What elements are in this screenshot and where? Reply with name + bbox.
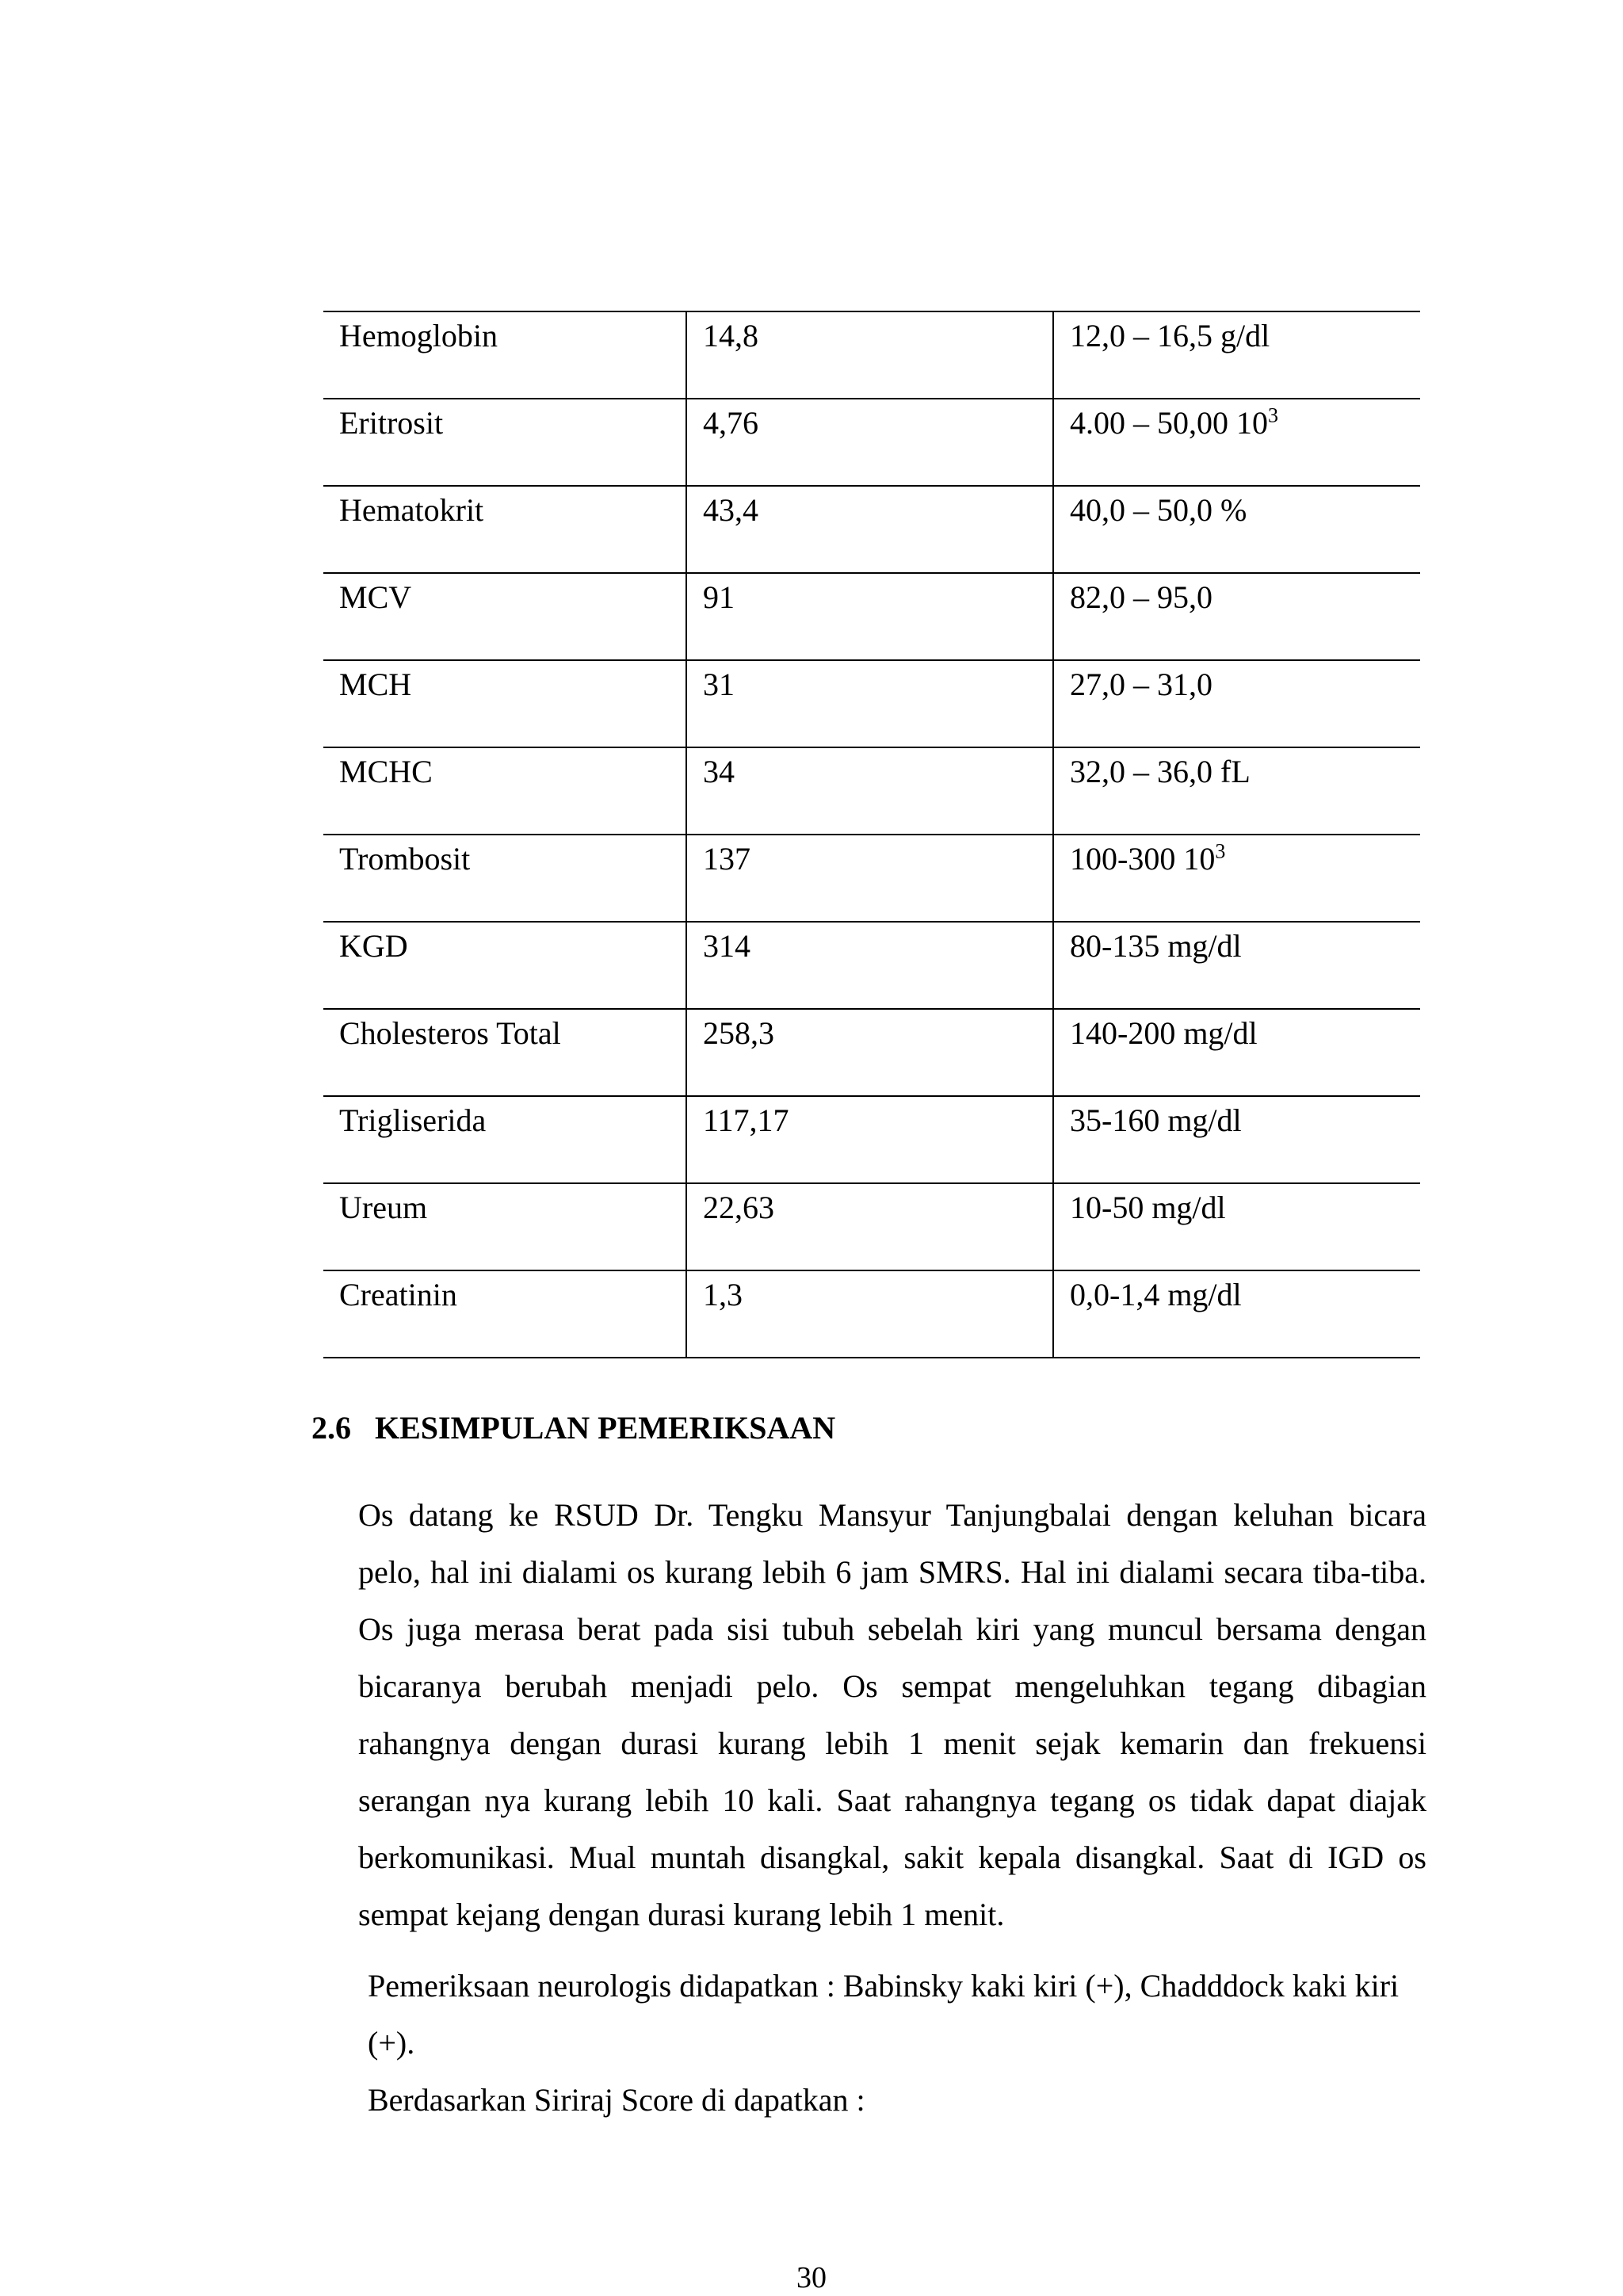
conclusion-paragraph [358, 1487, 1426, 1943]
paragraph-line: pelo, hal ini dialami os kurang lebih 6 jam SMRS. Hal ini dialami secara tiba-tiba. [358, 1554, 1426, 1590]
result-cell: 14,8 [686, 311, 1053, 399]
test-name-cell: Creatinin [323, 1270, 686, 1358]
normal-range-text: 140-200 mg/dl [1070, 1015, 1258, 1051]
paragraph-line: Pemeriksaan neurologis didapatkan : Babinsky kaki kiri (+), Chadddock kaki kiri [368, 1968, 1400, 2004]
test-name-cell: KGD [323, 922, 686, 1009]
table-row [323, 399, 1420, 486]
normal-range-cell [1053, 1270, 1420, 1358]
result-cell: 258,3 [686, 1009, 1053, 1096]
test-name-cell: MCH [323, 660, 686, 747]
lab-results-body [323, 311, 1420, 1358]
normal-range-cell [1053, 922, 1420, 1009]
normal-range-cell [1053, 399, 1420, 486]
result-cell: 4,76 [686, 399, 1053, 486]
siriraj-paragraph: Berdasarkan Siriraj Score di dapatkan : [368, 2082, 865, 2118]
normal-range-cell [1053, 1183, 1420, 1270]
table-row [323, 486, 1420, 573]
result-cell: 34 [686, 747, 1053, 835]
section-number: 2.6 [311, 1410, 351, 1446]
section-title: KESIMPULAN PEMERIKSAAN [375, 1410, 836, 1446]
table-row [323, 1009, 1420, 1096]
paragraph-line: rahangnya dengan durasi kurang lebih 1 menit sejak kemarin dan frekuensi [358, 1725, 1426, 1761]
lab-results-table [323, 311, 1420, 1358]
paragraph-line: berkomunikasi. Mual muntah disangkal, sakit kepala disangkal. Saat di IGD os [358, 1839, 1426, 1875]
result-cell: 1,3 [686, 1270, 1053, 1358]
normal-range-cell [1053, 311, 1420, 399]
page-number: 30 [796, 2261, 827, 2294]
normal-range-cell [1053, 1009, 1420, 1096]
result-cell: 22,63 [686, 1183, 1053, 1270]
result-cell: 91 [686, 573, 1053, 660]
table-row [323, 922, 1420, 1009]
normal-range-text: 0,0-1,4 mg/dl [1070, 1277, 1242, 1312]
test-name-cell: Hematokrit [323, 486, 686, 573]
paragraph-line: Os juga merasa berat pada sisi tubuh sebelah kiri yang muncul bersama dengan [358, 1611, 1426, 1647]
table-row [323, 747, 1420, 835]
normal-range-cell [1053, 486, 1420, 573]
normal-range-cell [1053, 573, 1420, 660]
normal-range-text: 35-160 mg/dl [1070, 1102, 1242, 1138]
normal-range-text: 10-50 mg/dl [1070, 1190, 1226, 1225]
paragraph-line: (+). [368, 2025, 415, 2061]
normal-range-text: 4.00 – 50,00 10 [1070, 405, 1268, 441]
table-row [323, 1270, 1420, 1358]
table-row [323, 573, 1420, 660]
test-name-cell: MCHC [323, 747, 686, 835]
paragraph-line: serangan nya kurang lebih 10 kali. Saat rahangnya tegang os tidak dapat diajak [358, 1782, 1426, 1818]
table-row [323, 835, 1420, 922]
paragraph-line: sempat kejang dengan durasi kurang lebih 1 menit. [358, 1897, 1005, 1932]
result-cell: 117,17 [686, 1096, 1053, 1183]
normal-range-exponent: 3 [1268, 403, 1278, 427]
normal-range-text: 27,0 – 31,0 [1070, 667, 1212, 702]
table-row [323, 1183, 1420, 1270]
table-row [323, 660, 1420, 747]
test-name-cell: MCV [323, 573, 686, 660]
normal-range-text: 82,0 – 95,0 [1070, 579, 1212, 615]
test-name-cell: Trigliserida [323, 1096, 686, 1183]
normal-range-text: 12,0 – 16,5 g/dl [1070, 318, 1270, 353]
result-cell: 314 [686, 922, 1053, 1009]
result-cell: 137 [686, 835, 1053, 922]
result-cell: 43,4 [686, 486, 1053, 573]
normal-range-cell [1053, 1096, 1420, 1183]
section-heading [311, 1409, 835, 1447]
result-cell: 31 [686, 660, 1053, 747]
normal-range-cell [1053, 835, 1420, 922]
normal-range-exponent: 3 [1215, 839, 1226, 863]
normal-range-text: 40,0 – 50,0 % [1070, 492, 1247, 528]
paragraph-line: Os datang ke RSUD Dr. Tengku Mansyur Tanjungbalai dengan keluhan bicara [358, 1497, 1426, 1533]
table-row [323, 1096, 1420, 1183]
normal-range-cell [1053, 747, 1420, 835]
normal-range-text: 100-300 10 [1070, 841, 1216, 877]
test-name-cell: Cholesteros Total [323, 1009, 686, 1096]
test-name-cell: Ureum [323, 1183, 686, 1270]
test-name-cell: Trombosit [323, 835, 686, 922]
paragraph-line: bicaranya berubah menjadi pelo. Os sempat mengeluhkan tegang dibagian [358, 1668, 1426, 1704]
normal-range-text: 32,0 – 36,0 fL [1070, 754, 1251, 789]
test-name-cell: Hemoglobin [323, 311, 686, 399]
normal-range-text: 80-135 mg/dl [1070, 928, 1242, 964]
test-name-cell: Eritrosit [323, 399, 686, 486]
neurology-paragraph [368, 1958, 1426, 2072]
normal-range-cell [1053, 660, 1420, 747]
table-row [323, 311, 1420, 399]
